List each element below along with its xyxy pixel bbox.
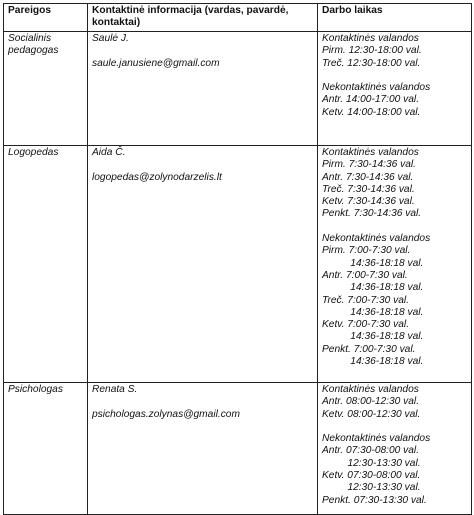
- header-position: Pareigos: [4, 4, 88, 32]
- contact-name: Renata S.: [92, 384, 138, 395]
- position-cell: [4, 383, 88, 515]
- table-row: [4, 32, 472, 146]
- schedule-line: Treč. 7:00-7:30 val.: [322, 294, 410, 306]
- table-row: [4, 383, 472, 515]
- schedule-heading-contact: Kontaktinės valandos: [322, 147, 419, 158]
- contact-email[interactable]: logopedas@zolynodarzelis.lt: [92, 171, 222, 183]
- position-line: pedagogas: [8, 45, 59, 57]
- schedule-line: 14:36-18:18 val.: [322, 356, 424, 368]
- schedule-line: Penkt. 7:30-14:36 val.: [322, 208, 422, 220]
- schedule-line: Treč. 7:30-14:36 val.: [322, 183, 415, 195]
- schedule-line: Penkt. 07:30-13:30 val.: [322, 494, 427, 506]
- schedule-line: 14:36-18:18 val.: [322, 331, 424, 343]
- position-line: Socialinis: [8, 33, 52, 44]
- header-contact-info: Kontaktinė informacija (vardas, pavardė, kontaktai): [88, 4, 318, 32]
- spacer: [322, 70, 467, 82]
- schedule-cell: [318, 383, 472, 515]
- schedule-line: 12:30-13:30 val.: [322, 482, 421, 494]
- schedule-line: 14:36-18:18 val.: [322, 282, 424, 294]
- schedule-line: 14:36-18:18 val.: [322, 257, 424, 269]
- schedule-line: Pirm. 7:00-7:30 val.: [322, 245, 411, 257]
- spacer: [92, 159, 313, 171]
- spacer: [322, 221, 467, 233]
- schedule-line: Ketv. 7:00-7:30 val.: [322, 319, 410, 331]
- schedule-line: 12:30-13:30 val.: [322, 457, 421, 469]
- schedule-line: Antr. 08:00-12:30 val.: [322, 396, 420, 408]
- contact-cell: [88, 146, 318, 383]
- table-header-row: [4, 4, 472, 32]
- schedule-heading-contact: Kontaktinės valandos: [322, 384, 419, 395]
- schedule-line: Antr. 7:30-14:36 val.: [322, 171, 414, 183]
- schedule-heading-noncontact: Nekontaktinės valandos: [322, 82, 431, 94]
- schedule-line: Pirm. 12:30-18:00 val.: [322, 45, 422, 57]
- spacer: [322, 421, 467, 433]
- schedule-cell: [318, 32, 472, 146]
- contact-cell: [88, 383, 318, 515]
- schedule-line: Pirm. 7:30-14:36 val.: [322, 159, 416, 171]
- spacer: [92, 45, 313, 57]
- staff-schedule-table: [3, 3, 472, 515]
- schedule-heading-noncontact: Nekontaktinės valandos: [322, 433, 431, 445]
- contact-name: Saulė J.: [92, 33, 129, 44]
- contact-cell: [88, 32, 318, 146]
- contact-email[interactable]: saule.janusiene@gmail.com: [92, 57, 220, 69]
- schedule-line: Ketv. 7:30-14:36 val.: [322, 196, 415, 208]
- schedule-heading-noncontact: Nekontaktinės valandos: [322, 233, 431, 245]
- schedule-line: Penkt. 7:00-7:30 val.: [322, 343, 416, 355]
- schedule-line: Antr. 07:30-08:00 val.: [322, 445, 420, 457]
- schedule-line: Ketv. 08:00-12:30 val.: [322, 408, 421, 420]
- position-cell: [4, 146, 88, 383]
- table-row: [4, 146, 472, 383]
- schedule-line: 14:36-18:18 val.: [322, 306, 424, 318]
- position-line: Logopedas: [8, 147, 59, 158]
- schedule-line: Treč. 12:30-18:00 val.: [322, 57, 421, 69]
- schedule-line: Ketv. 14:00-18:00 val.: [322, 106, 421, 118]
- schedule-cell: [318, 146, 472, 383]
- schedule-heading-contact: Kontaktinės valandos: [322, 33, 419, 44]
- contact-email[interactable]: psichologas.zolynas@gmail.com: [92, 408, 240, 420]
- schedule-line: Antr. 7:00-7:30 val.: [322, 269, 408, 281]
- position-cell: [4, 32, 88, 146]
- schedule-line: Antr. 14:00-17:00 val.: [322, 94, 420, 106]
- header-work-hours: Darbo laikas: [318, 4, 472, 32]
- spacer: [92, 396, 313, 408]
- position-line: Psichologas: [8, 384, 63, 395]
- contact-name: Aida Č.: [92, 147, 126, 158]
- schedule-line: Ketv. 07:30-08:00 val.: [322, 470, 421, 482]
